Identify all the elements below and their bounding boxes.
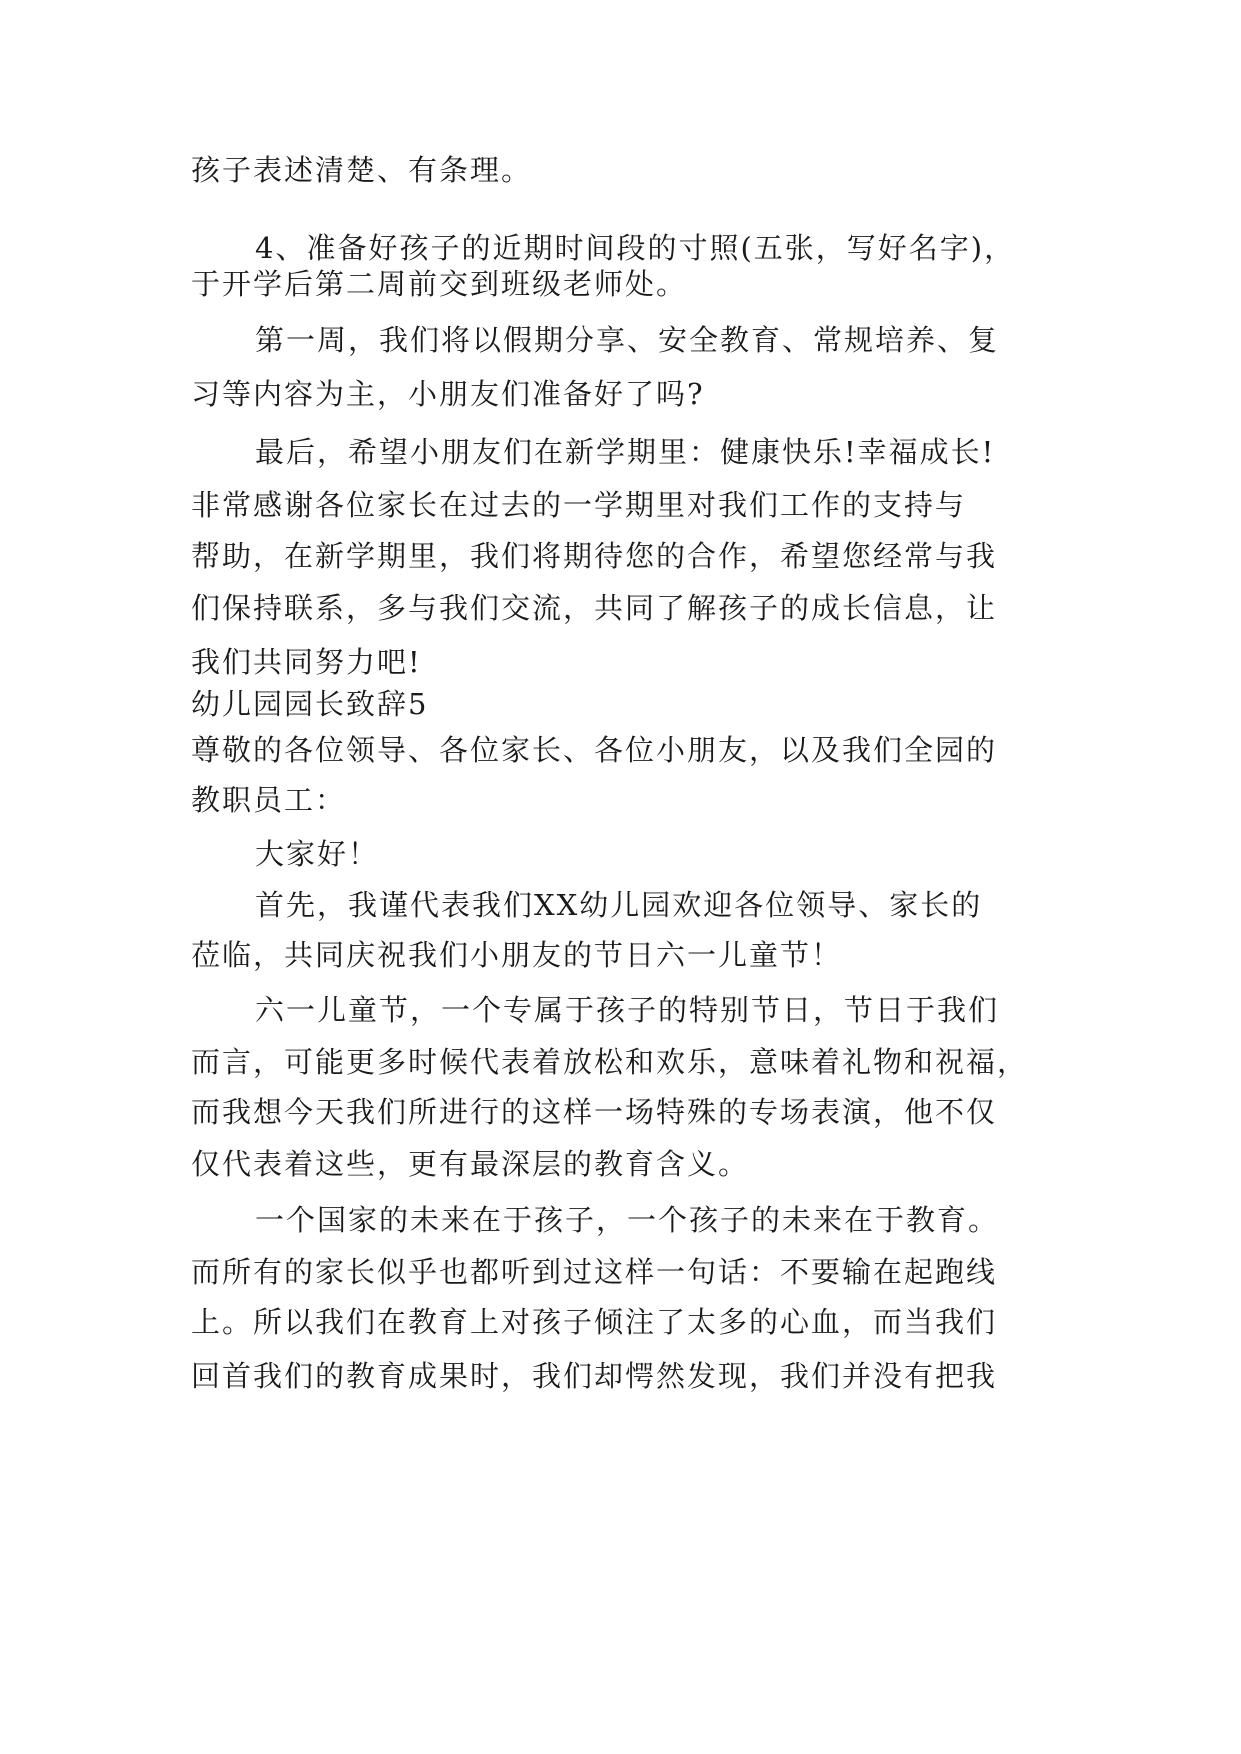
text-line: 莅临，共同庆祝我们小朋友的节日六一儿童节！ (191, 938, 843, 972)
text-line: 而所有的家长似乎也都听到过这样一句话：不要输在起跑线 (191, 1255, 998, 1289)
text-line: 而我想今天我们所进行的这样一场特殊的专场表演，他不仅 (191, 1095, 998, 1129)
text-line: 六一儿童节，一个专属于孩子的特别节日，节日于我们 (255, 993, 1000, 1027)
text-line: 4、准备好孩子的近期时间段的寸照(五张，写好名字)， (255, 231, 1016, 265)
text-line: 仅代表着这些，更有最深层的教育含义。 (191, 1147, 750, 1181)
section-heading: 幼儿园园长致辞5 (191, 687, 429, 721)
text-line: 习等内容为主，小朋友们准备好了吗? (191, 377, 705, 411)
text-line: 们保持联系，多与我们交流，共同了解孩子的成长信息，让 (191, 591, 998, 625)
text-line: 非常感谢各位家长在过去的一学期里对我们工作的支持与 (191, 488, 967, 522)
text-line: 大家好！ (255, 837, 380, 871)
text-line: 帮助，在新学期里，我们将期待您的合作，希望您经常与我 (191, 539, 998, 573)
text-line: 于开学后第二周前交到班级老师处。 (191, 267, 688, 301)
text-line: 回首我们的教育成果时，我们却愕然发现，我们并没有把我 (191, 1359, 998, 1393)
text-line: 教职员工： (191, 783, 347, 817)
text-line: 第一周，我们将以假期分享、安全教育、常规培养、复 (255, 323, 1000, 357)
text-line: 尊敬的各位领导、各位家长、各位小朋友，以及我们全园的 (191, 733, 998, 767)
text-line: 上。所以我们在教育上对孩子倾注了太多的心血，而当我们 (191, 1305, 998, 1339)
text-line: 而言，可能更多时候代表着放松和欢乐，意味着礼物和祝福， (191, 1045, 1029, 1079)
text-line: 我们共同努力吧! (191, 645, 422, 679)
text-line: 最后，希望小朋友们在新学期里：健康快乐!幸福成长! (255, 435, 996, 469)
text-line: 一个国家的未来在于孩子，一个孩子的未来在于教育。 (255, 1203, 1000, 1237)
text-line: 孩子表述清楚、有条理。 (191, 153, 533, 187)
text-line: 首先，我谨代表我们XX幼儿园欢迎各位领导、家长的 (255, 888, 983, 922)
